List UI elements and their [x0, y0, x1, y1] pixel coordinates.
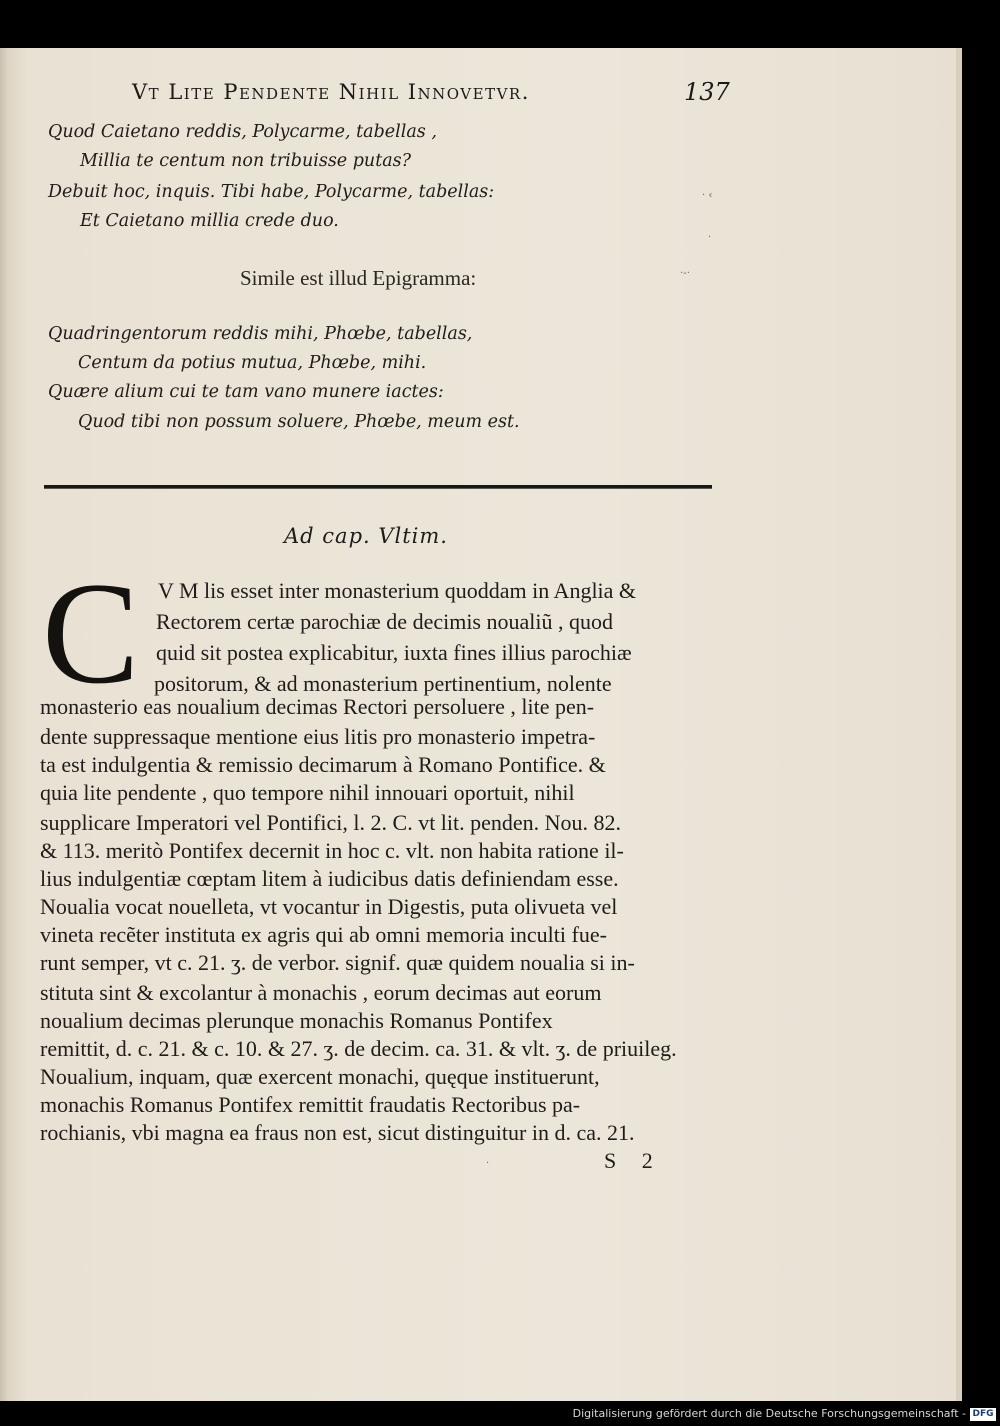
- body-line-11: lius indulgentiæ cœptam litem à iudicibus datis definiendam esse.: [40, 866, 619, 891]
- body-line-5: monasterio eas noualium decimas Rectori persoluere , lite pen-: [40, 694, 595, 719]
- body-line-3: quid sit postea explicabitur, iuxta fines illius parochiæ: [156, 640, 632, 665]
- epigram-two-line-3: Quære alium cui te tam vano munere iactes:: [48, 382, 444, 402]
- body-line-4: positorum, & ad monasterium pertinentium, nolente: [154, 671, 612, 696]
- body-line-10: & 113. meritò Pontifex decernit in hoc c. vlt. non habita ratione il-: [40, 838, 624, 863]
- body-line-14: runt semper, vt c. 21. ʒ. de verbor. signif. quæ quidem noualia si in-: [40, 950, 635, 975]
- epigram-one-line-1: Quod Caietano reddis, Polycarme, tabellas ,: [48, 122, 437, 142]
- body-line-6: dente suppressaque mentione eius litis pro monasterio impetra-: [40, 724, 596, 749]
- body-line-9: supplicare Imperatori vel Pontifici, l. 2. C. vt lit. penden. Nou. 82.: [40, 810, 622, 835]
- transition-line: Simile est illud Epigramma:: [240, 266, 477, 290]
- body-line-16: noualium decimas plerunque monachis Romanus Pontifex: [40, 1008, 553, 1033]
- body-line-19: monachis Romanus Pontifex remittit fraudatis Rectoribus pa-: [40, 1092, 581, 1117]
- body-line-7: ta est indulgentia & remissio decimarum à Romano Pontifice. &: [40, 752, 606, 777]
- body-line-17: remittit, d. c. 21. & c. 10. & 27. ʒ. de decim. ca. 31. & vlt. ʒ. de priuileg.: [40, 1036, 677, 1061]
- drop-initial-letter: C: [42, 552, 140, 714]
- body-line-12: Noualia vocat nouelleta, vt vocantur in Digestis, puta olivueta vel: [40, 894, 618, 919]
- running-title: Vt Lite Pendente Nihil Innovetvr.: [132, 80, 530, 104]
- epigram-two-line-2: Centum da potius mutua, Phœbe, mihi.: [78, 353, 427, 373]
- page-edge: [956, 48, 962, 1401]
- body-line-2: Rectorem certæ parochiæ de decimis noualiũ , quod: [156, 609, 613, 634]
- epigram-two-line-1: Quadringentorum reddis mihi, Phœbe, tabellas,: [48, 324, 473, 344]
- body-line-20: rochianis, vbi magna ea fraus non est, sicut distinguitur in d. ca. 21.: [40, 1120, 635, 1145]
- body-line-18: Noualium, inquam, quæ exercent monachi, quęque instituerunt,: [40, 1064, 600, 1089]
- epigram-one-line-4: Et Caietano millia crede duo.: [80, 211, 339, 231]
- body-line-1: V M lis esset inter monasterium quoddam in Anglia &: [158, 578, 637, 603]
- body-line-13: vineta recẽter instituta ex agris qui ab omni memoria inculti fue-: [40, 922, 607, 947]
- section-divider-rule: [44, 485, 712, 489]
- body-line-15: stituta sint & excolantur à monachis , eorum decimas aut eorum: [40, 980, 602, 1005]
- epigram-one-line-3: Debuit hoc, inquis. Tibi habe, Polycarme, tabellas:: [48, 182, 495, 202]
- section-heading: Ad cap. Vltim.: [284, 524, 448, 548]
- body-line-8: quia lite pendente , quo tempore nihil innouari oportuit, nihil: [40, 780, 575, 805]
- digitization-credit: Digitalisierung gefördert durch die Deutsche Forschungsgemeinschaft -: [572, 1407, 966, 1420]
- page-number: 137: [684, 78, 730, 106]
- dfg-logo-icon: DFG: [970, 1408, 996, 1421]
- epigram-one-line-2: Millia te centum non tribuisse putas?: [80, 151, 412, 171]
- scanned-page-viewer: Vt Lite Pendente Nihil Innovetvr. 137 Quod Caietano reddis, Polycarme, tabellas , Millia te centum non tribuisse putas? Debuit hoc, inquis. Tibi habe, Polycarme, tabellas: Et Caietano millia crede duo. Simile est illud Epigramma: Quadringentorum reddis mihi, Phœbe, tabellas, Centum da potius mutua, Phœbe, mihi. Quære alium cui te tam vano munere iactes: Quod tibi non possum soluere, Phœbe, meum est. Ad cap. Vltim. C V M lis esset inter monasterium quoddam in Anglia & Rectorem certæ parochiæ de decimis noualiũ , quod quid sit postea explicabitur, iuxta fines illius parochiæ positorum, & ad monasterium pertinentium, nolente monasterio eas noualium decimas Rectori persoluere , lite pen- dente suppressaque mentione eius litis pro monasterio impetra- ta est indulgentia & remissio decimarum à Romano Pontifice. & quia lite pendente , quo tempore nihil innouari oportuit, nihil supplicare Imperatori vel Pontifici, l. 2. C. vt lit. penden. Nou. 82. & 113. meritò Pontifex decernit in hoc c. vlt. non habita ratione il- lius indulgentiæ cœptam litem à iudicibus datis definiendam esse. Noualia vocat nouelleta, vt vocantur in Digestis, puta olivueta vel vineta recẽter instituta ex agris qui ab omni memoria inculti fue- runt semper, vt c. 21. ʒ. de verbor. signif. quæ quidem noualia si in- stituta sint & excolantur à monachis , eorum decimas aut eorum noualium decimas plerunque monachis Romanus Pontifex remittit, d. c. 21. & c. 10. & 27. ʒ. de decim. ca. 31. & vlt. ʒ. de priuileg. Noualium, inquam, quæ exercent monachi, quęque instituerunt, monachis Romanus Pontifex remittit fraudatis Rectoribus pa- rochianis, vbi magna ea fraus non est, sicut distinguitur in d. ca. 21. S 2 · ‹ · ·-· · Digitalisierung gefördert durch die Deutsche Forschungsgemeinschaft - DFG: [0, 0, 1000, 1426]
- signature-mark: S 2: [604, 1148, 663, 1173]
- epigram-two-line-4: Quod tibi non possum soluere, Phœbe, meum est.: [78, 412, 520, 432]
